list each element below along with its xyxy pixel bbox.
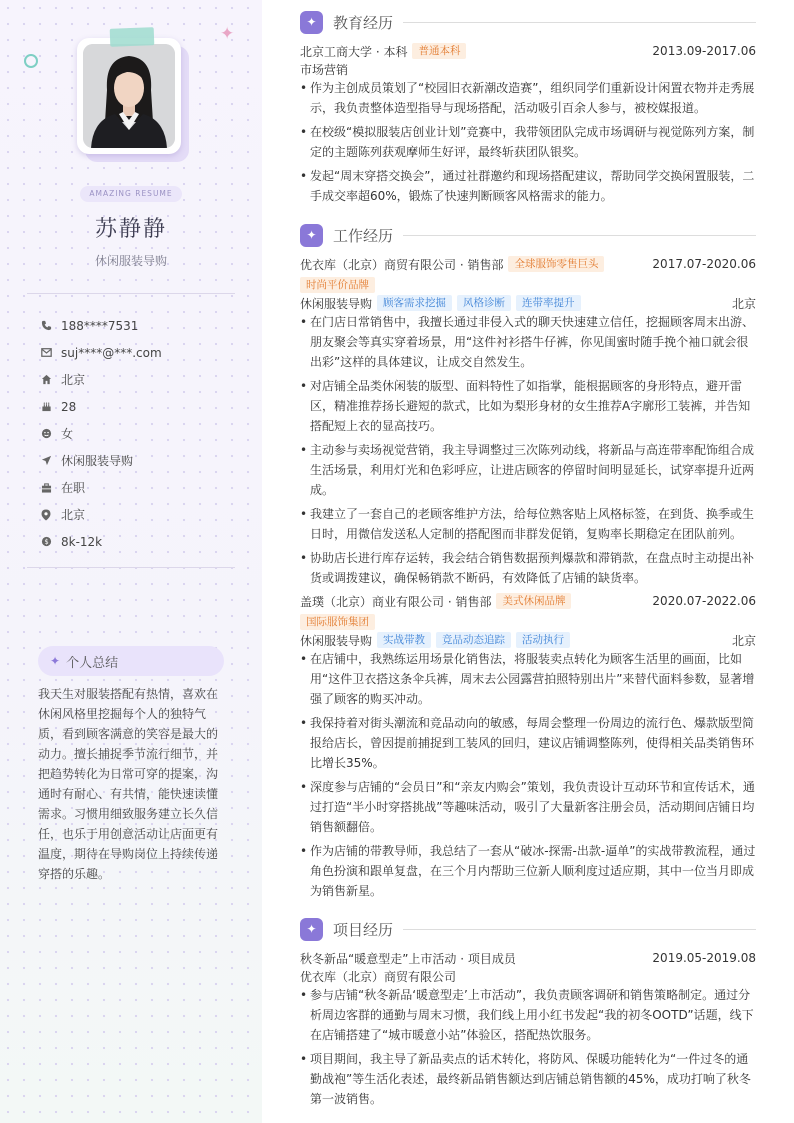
svg-text:$: $ bbox=[43, 538, 49, 547]
decorative-ring bbox=[24, 54, 38, 68]
skill-tag: 连带率提升 bbox=[516, 295, 581, 311]
candidate-job-title: 休闲服装导购 bbox=[94, 254, 167, 268]
sparkle-icon: ✦ bbox=[50, 654, 61, 668]
location-pin-icon bbox=[40, 509, 52, 521]
info-gender: 女 bbox=[40, 420, 240, 447]
list-item: • 深度参与店铺的“会员日”和“亲友内购会”策划，我负责设计互动环节和宣传话术，通过打造“半小时穿搭挑战”等趣味活动，吸引了大量新客注册会员，活动期间店铺日均销售额翻倍。 bbox=[300, 777, 756, 837]
section-work-header: ✦ 工作经历 bbox=[300, 223, 756, 247]
send-icon bbox=[40, 455, 52, 467]
info-city: 北京 bbox=[40, 501, 240, 528]
list-item: • 我建立了一套自己的老顾客维护方法，给每位熟客贴上风格标签，在到货、换季或生日时，用微信发送私人定制的搭配图而非群发促销，复购率长期稳定在团队前列。 bbox=[300, 504, 756, 544]
list-item: • 在门店日常销售中，我擅长通过非侵入式的聊天快速建立信任，挖掘顾客周末出游、朋友聚会等真实穿着场景，用“这件衬衫搭牛仔裤，你见闺蜜时随手挽个袖口就会很出彩”这样的具体建议，让成交自然发生。 bbox=[300, 312, 756, 372]
project-name-row: 秋冬新品“暖意型走”上市活动 · 项目成员 2019.05-2019.08 bbox=[300, 951, 756, 966]
info-target-job: 休闲服装导购 bbox=[40, 447, 240, 474]
skill-tag: 竞品动态追踪 bbox=[436, 632, 511, 648]
job-city: 北京 bbox=[731, 296, 756, 311]
job-tag-row bbox=[300, 613, 756, 630]
gender-icon bbox=[40, 428, 52, 440]
salary-icon bbox=[40, 536, 52, 548]
list-item: • 发起“周末穿搭交换会”，通过社群邀约和现场搭配建议，帮助同学交换闲置服装，二手成交率超60%，锻炼了快速判断顾客风格需求的能力。 bbox=[300, 166, 756, 206]
list-item: • 我保持着对街头潮流和竞品动向的敏感，每周会整理一份周边的流行色、爆款版型简报给店长，曾因提前捕捉到工装风的回归，建议店铺调整陈列，使得相关品类销售环比增长35%。 bbox=[300, 713, 756, 773]
section-project-header: ✦ 项目经历 bbox=[300, 917, 756, 941]
list-item: • 作为主创成员策划了“校园旧衣新潮改造赛”，组织同学们重新设计闲置衣物并走秀展示，我负责整体造型指导与现场搭配，活动吸引百余人参与，被校媒报道。 bbox=[300, 78, 756, 118]
list-item: • 作为店铺的带教导师，我总结了一套从“破冰-探需-出款-逼单”的实战带教流程，通过角色扮演和跟单复盘，在三个月内帮助三位新人顺利度过适应期，其中一位当月即成为销售新星。 bbox=[300, 841, 756, 901]
job-company-row: 盖璞（北京）商业有限公司 · 销售部 美式休闲品牌 2020.07-2022.06 bbox=[300, 594, 756, 609]
summary-header: ✦ 个人总结 bbox=[38, 646, 224, 676]
profile-photo-card bbox=[77, 38, 187, 158]
list-item: • 主动参与卖场视觉营销，我主导调整过三次陈列动线，将新品与高连带率配饰组合成生活场景，利用灯光和色彩呼应，让进店顾客的停留时间明显延长，试穿率提升近两成。 bbox=[300, 440, 756, 500]
resume-badge: AMAZING RESUME bbox=[80, 186, 182, 202]
company-tag: 美式休闲品牌 bbox=[496, 593, 571, 609]
job-date: 2017.07-2020.06 bbox=[652, 257, 756, 271]
avatar bbox=[83, 44, 175, 148]
job-company-row: 优衣库（北京）商贸有限公司 · 销售部 全球服饰零售巨头 2017.07-2020.06 bbox=[300, 257, 756, 272]
project-company: 优衣库（北京）商贸有限公司 bbox=[300, 969, 457, 984]
list-item: • 在店铺中，我熟练运用场景化销售法，将服装卖点转化为顾客生活里的画面，比如用“这件卫衣搭这条伞兵裤，周末去公园露营拍照特别出片”来替代面料参数，显著增强了顾客的购买冲动。 bbox=[300, 649, 756, 709]
skill-tag: 活动执行 bbox=[516, 632, 570, 648]
job-date: 2020.07-2022.06 bbox=[652, 594, 756, 608]
job-position-row: 休闲服装导购 顾客需求挖掘 风格诊断 连带率提升 北京 bbox=[300, 296, 756, 311]
summary-text: 我天生对服装搭配有热情，喜欢在休闲风格里挖掘每个人的独特气质，看到顾客满意的笑容是最大的动力。擅长捕捉季节流行细节，并把趋势转化为日常可穿的提案，沟通时有耐心、有共情，能快速读懂需求。习惯用细致服务建立长久信任，也乐于用创意活动让店面更有温度，期待在导购岗位上持续传递穿搭的乐趣。 bbox=[38, 687, 219, 881]
company-tag: 全球服饰零售巨头 bbox=[508, 256, 604, 272]
company-tag: 时尚平价品牌 bbox=[300, 277, 375, 293]
sidebar bbox=[0, 0, 262, 1123]
divider bbox=[403, 22, 756, 23]
sparkle-icon: ✦ bbox=[300, 11, 323, 34]
education-date: 2013.09-2017.06 bbox=[652, 44, 756, 58]
info-email: suj****@***.com bbox=[40, 339, 240, 366]
home-icon bbox=[40, 374, 52, 386]
project-date: 2019.05-2019.08 bbox=[652, 951, 756, 965]
skill-tag: 实战带教 bbox=[377, 632, 431, 648]
company-tag: 国际服饰集团 bbox=[300, 614, 375, 630]
info-status: 在职 bbox=[40, 474, 240, 501]
divider bbox=[27, 567, 235, 568]
list-item: • 项目期间，我主导了新品卖点的话术转化，将防风、保暖功能转化为“一件过冬的通勤战袍”等生活化表述，最终新品销售额达到店铺总销售额的45%，成功打响了秋冬第一波销售。 bbox=[300, 1049, 756, 1109]
list-item: • 对店铺全品类休闲装的版型、面料特性了如指掌，能根据顾客的身形特点，避开雷区，精准推荐扬长避短的款式，比如为梨形身材的女生推荐A字廓形工装裤，并告知搭配短上衣的显高技巧。 bbox=[300, 376, 756, 436]
phone-icon bbox=[40, 320, 52, 332]
job-tag-row bbox=[300, 276, 756, 293]
job-position-row: 休闲服装导购 实战带教 竞品动态追踪 活动执行 北京 bbox=[300, 633, 756, 648]
divider bbox=[403, 929, 756, 930]
personal-info-list bbox=[40, 312, 240, 555]
skill-tag: 顾客需求挖掘 bbox=[377, 295, 452, 311]
job-city: 北京 bbox=[731, 633, 756, 648]
sparkle-icon: ✦ bbox=[300, 224, 323, 247]
list-item: • 在校级“模拟服装店创业计划”竞赛中，我带领团队完成市场调研与视觉陈列方案，制定的主题陈列获观摩师生好评，最终斩获团队银奖。 bbox=[300, 122, 756, 162]
briefcase-icon bbox=[40, 482, 52, 494]
section-education-header: ✦ 教育经历 bbox=[300, 10, 756, 34]
info-salary: $ 8k-12k bbox=[40, 528, 240, 555]
info-home: 北京 bbox=[40, 366, 240, 393]
sparkle-icon: ✦ bbox=[220, 24, 235, 44]
education-major: 市场营销 bbox=[300, 62, 349, 77]
divider bbox=[27, 293, 235, 294]
divider bbox=[403, 235, 756, 236]
skill-tag: 风格诊断 bbox=[457, 295, 511, 311]
info-phone: 188****7531 bbox=[40, 312, 240, 339]
education-tag: 普通本科 bbox=[412, 43, 466, 59]
decorative-tape bbox=[110, 27, 155, 47]
mail-icon bbox=[40, 347, 52, 359]
info-age: 28 bbox=[40, 393, 240, 420]
cake-icon bbox=[40, 401, 52, 413]
candidate-name: 苏静静 bbox=[94, 217, 167, 242]
sparkle-icon: ✦ bbox=[300, 918, 323, 941]
list-item: • 参与店铺“秋冬新品‘暖意型走’上市活动”，我负责顾客调研和销售策略制定。通过分析周边客群的通勤与周末习惯，我们线上用小红书发起“我的初冬OOTD”话题，线下在店铺搭建了“城市暖意小站”体验区，搭配热饮服务。 bbox=[300, 985, 756, 1045]
education-school-row: 北京工商大学 · 本科 普通本科 2013.09-2017.06 bbox=[300, 44, 756, 59]
list-item: • 协助店长进行库存运转，我会结合销售数据预判爆款和滞销款，在盘点时主动提出补货或调拨建议，确保畅销款不断码，有效降低了店铺的缺货率。 bbox=[300, 548, 756, 588]
